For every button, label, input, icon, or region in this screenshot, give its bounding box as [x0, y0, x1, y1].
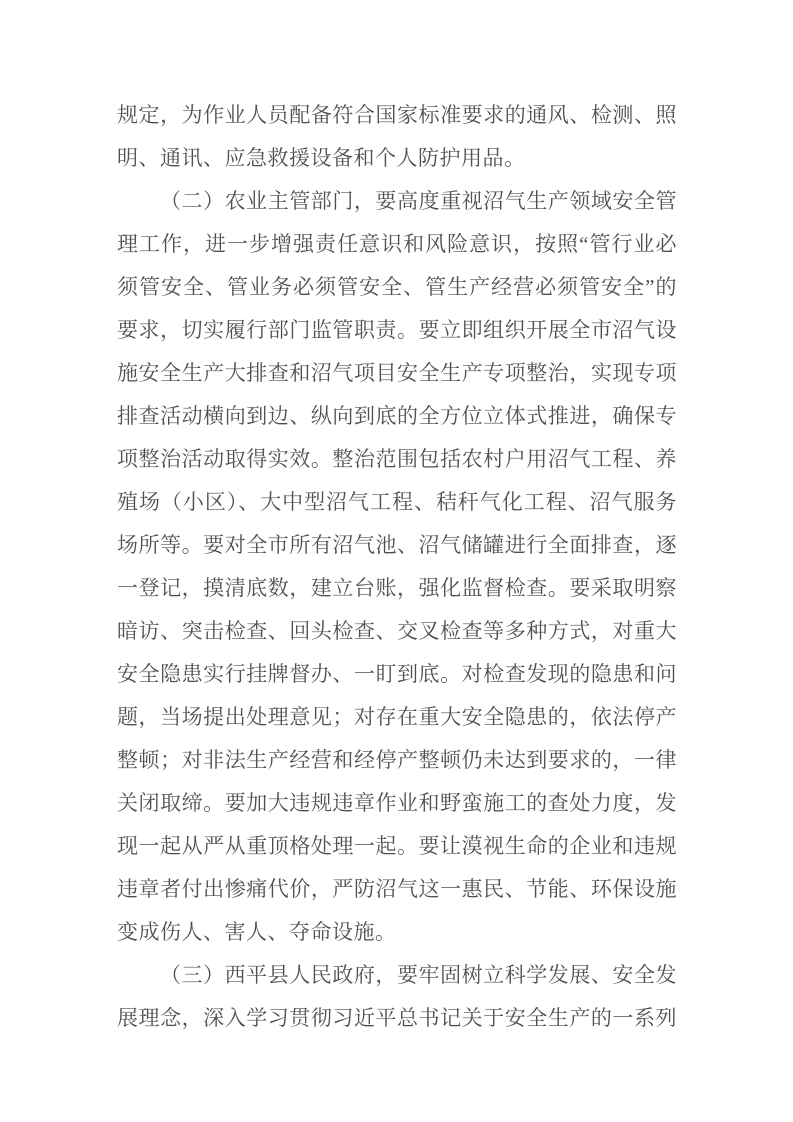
document-line: 理工作，进一步增强责任意识和风险意识，按照“管行业必	[117, 232, 677, 256]
document-line: 排查活动横向到边、纵向到底的全方位立体式推进，确保专	[117, 404, 677, 428]
document-line: 规定，为作业人员配备符合国家标准要求的通风、检测、照	[117, 103, 677, 127]
document-line: （二）农业主管部门，要高度重视沼气生产领域安全管	[160, 189, 677, 213]
document-line: 现一起从严从重顶格处理一起。要让漠视生命的企业和违规	[117, 834, 677, 858]
document-line: 场所等。要对全市所有沼气池、沼气储罐进行全面排查，逐	[117, 533, 677, 557]
document-line: 展理念，深入学习贯彻习近平总书记关于安全生产的一系列	[117, 1006, 677, 1030]
document-line: 关闭取缔。要加大违规违章作业和野蛮施工的查处力度，发	[117, 791, 677, 815]
document-line: 须管安全、管业务必须管安全、管生产经营必须管安全”的	[117, 275, 677, 299]
document-line: 变成伤人、害人、夺命设施。	[117, 920, 397, 944]
document-line: 一登记，摸清底数，建立台账，强化监督检查。要采取明察	[117, 576, 677, 600]
document-line: 明、通讯、应急救援设备和个人防护用品。	[117, 146, 526, 170]
document-line: 安全隐患实行挂牌督办、一盯到底。对检查发现的隐患和问	[117, 662, 677, 686]
document-line: 要求，切实履行部门监管职责。要立即组织开展全市沼气设	[117, 318, 677, 342]
document-line: （三）西平县人民政府，要牢固树立科学发展、安全发	[160, 963, 677, 987]
paragraph	[117, 954, 677, 1040]
document-line: 题，当场提出处理意见；对存在重大安全隐患的，依法停产	[117, 705, 677, 729]
paragraph	[117, 94, 677, 180]
document-text-block	[117, 94, 677, 1040]
document-line: 暗访、突击检查、回头检查、交叉检查等多种方式，对重大	[117, 619, 677, 643]
document-line: 整顿；对非法生产经营和经停产整顿仍未达到要求的，一律	[117, 748, 677, 772]
document-line: 施安全生产大排查和沼气项目安全生产专项整治，实现专项	[117, 361, 677, 385]
document-line: 违章者付出惨痛代价，严防沼气这一惠民、节能、环保设施	[117, 877, 677, 901]
paragraph	[117, 180, 677, 954]
document-line: 项整治活动取得实效。整治范围包括农村户用沼气工程、养	[117, 447, 677, 471]
document-line: 殖场（小区）、大中型沼气工程、秸秆气化工程、沼气服务	[117, 490, 677, 514]
